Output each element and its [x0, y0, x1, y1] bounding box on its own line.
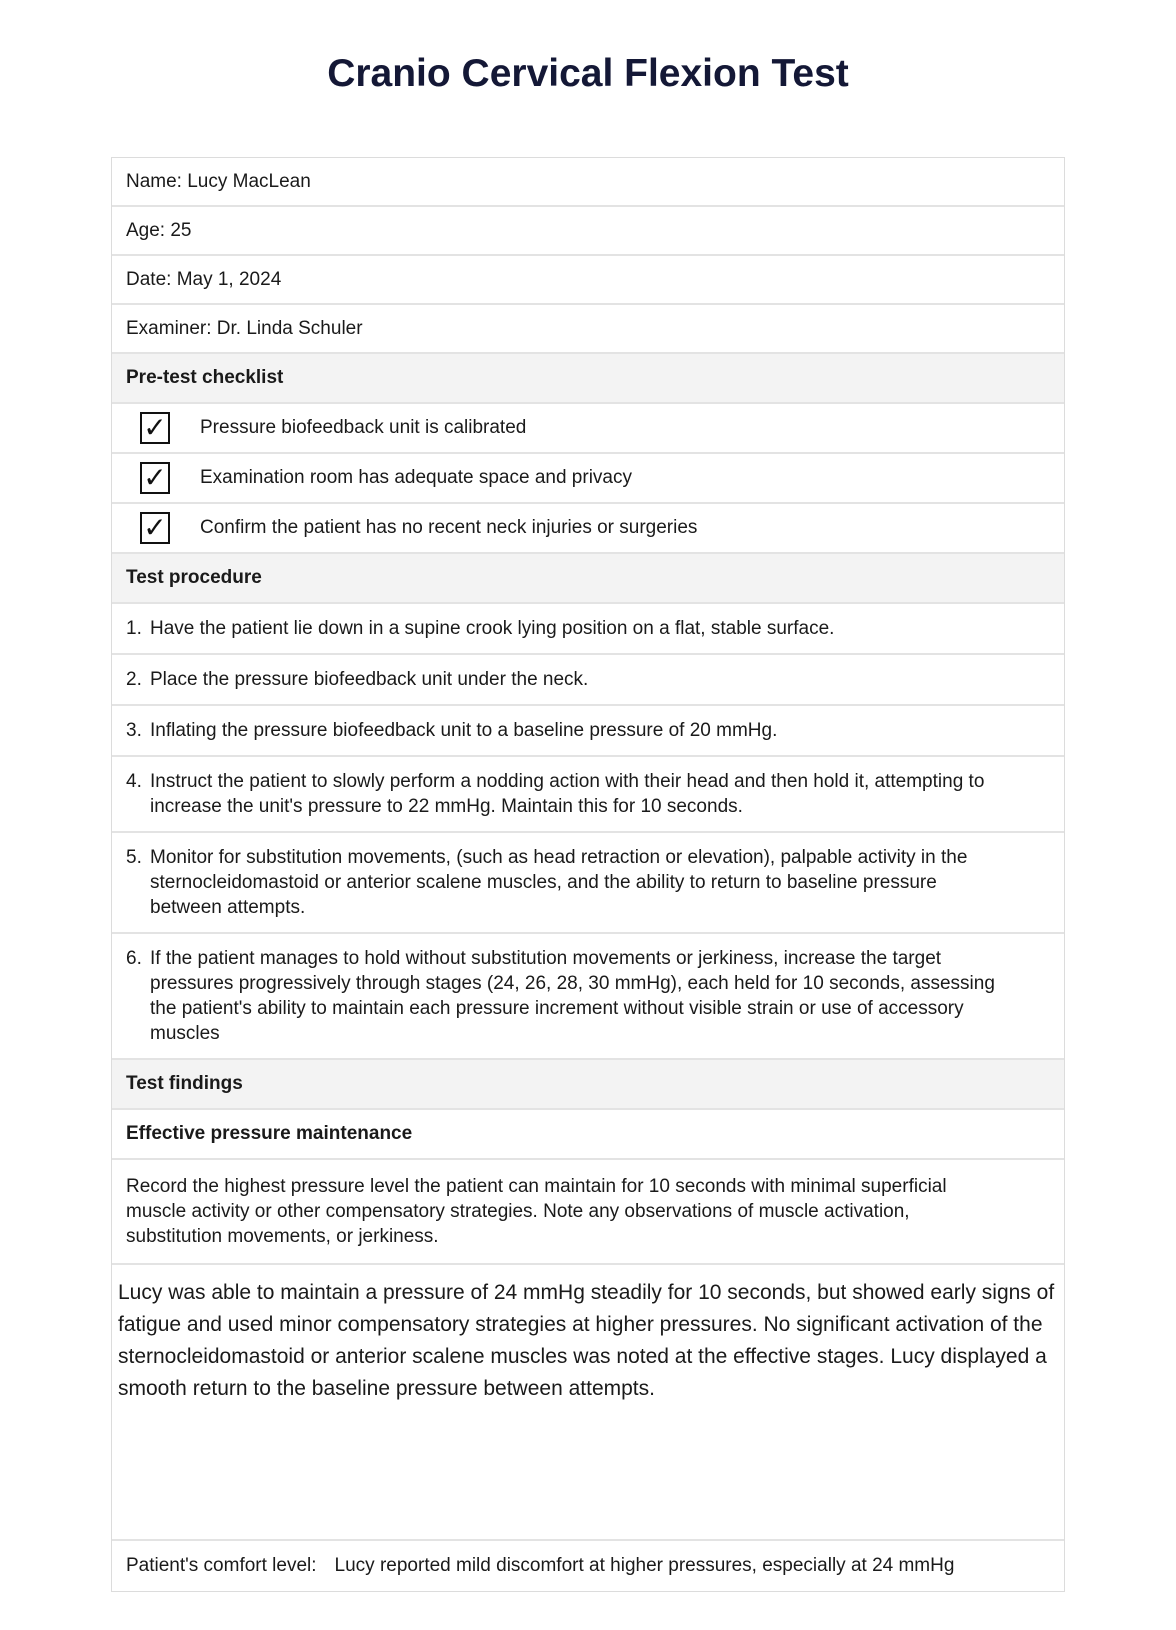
comfort-level-label: Patient's comfort level: — [126, 1555, 317, 1576]
effective-pressure-subheading: Effective pressure maintenance — [112, 1110, 1064, 1160]
step-number: 5. — [126, 847, 142, 868]
procedure-step — [112, 757, 1064, 833]
step-text: Inflating the pressure biofeedback unit to a baseline pressure of 20 mmHg. — [150, 720, 778, 741]
test-procedure-heading: Test procedure — [112, 554, 1064, 604]
checklist-item — [112, 504, 1064, 554]
checkbox-checked-icon[interactable]: ✓ — [140, 512, 170, 544]
step-number: 1. — [126, 618, 142, 639]
findings-notes-field[interactable]: Lucy was able to maintain a pressure of 24 mmHg steadily for 10 seconds, but showed early signs of fatigue and used minor compensatory strategies at higher pressures. No significant activation of the sternocleidomastoid or anterior scalene muscles was noted at the effective stages. Lucy displayed a smooth return to the baseline pressure between attempts. — [112, 1265, 1064, 1541]
step-text: Instruct the patient to slowly perform a nodding action with their head and then hold it, attempting to increase the unit's pressure to 22 mmHg. Maintain this for 10 seconds. — [150, 771, 985, 817]
checkbox-checked-icon[interactable]: ✓ — [140, 462, 170, 494]
assessment-form — [111, 157, 1065, 1592]
procedure-step — [112, 655, 1064, 706]
procedure-step — [112, 604, 1064, 655]
patient-age-field[interactable]: Age: 25 — [112, 207, 1064, 256]
checkbox-checked-icon[interactable]: ✓ — [140, 412, 170, 444]
step-text: Place the pressure biofeedback unit under the neck. — [150, 669, 589, 690]
step-text: Monitor for substitution movements, (such as head retraction or elevation), palpable activity in the sternocleidomastoid or anterior scalene muscles, and the ability to return to baseline pressure between attempts. — [150, 847, 968, 918]
procedure-step — [112, 706, 1064, 757]
test-findings-heading: Test findings — [112, 1060, 1064, 1110]
examiner-field[interactable]: Examiner: Dr. Linda Schuler — [112, 305, 1064, 354]
page-title: Cranio Cervical Flexion Test — [327, 52, 849, 95]
findings-instructions: Record the highest pressure level the patient can maintain for 10 seconds with minimal superficial muscle activity or other compensatory strategies. Note any observations of muscle activation, substitution movements, or jerkiness. — [112, 1160, 1064, 1265]
procedure-step — [112, 833, 1064, 934]
step-number: 4. — [126, 771, 142, 792]
patient-name-field[interactable]: Name: Lucy MacLean — [112, 158, 1064, 207]
step-number: 3. — [126, 720, 142, 741]
checklist-item — [112, 454, 1064, 504]
step-text: If the patient manages to hold without substitution movements or jerkiness, increase the target pressures progressively through stages (24, 26, 28, 30 mmHg), each held for 10 seconds, assessing the patient's ability to maintain each pressure increment without visible strain or use of accessory muscles — [150, 948, 995, 1044]
procedure-step — [112, 934, 1064, 1060]
checklist-item-label: Pressure biofeedback unit is calibrated — [200, 417, 527, 438]
test-date-field[interactable]: Date: May 1, 2024 — [112, 256, 1064, 305]
checklist-item-label: Examination room has adequate space and privacy — [200, 467, 632, 488]
comfort-level-row — [112, 1541, 1064, 1591]
step-text: Have the patient lie down in a supine crook lying position on a flat, stable surface. — [150, 618, 835, 639]
checklist-item-label: Confirm the patient has no recent neck injuries or surgeries — [200, 517, 698, 538]
checklist-item — [112, 404, 1064, 454]
comfort-level-value[interactable]: Lucy reported mild discomfort at higher pressures, especially at 24 mmHg — [334, 1555, 955, 1576]
step-number: 6. — [126, 948, 142, 969]
step-number: 2. — [126, 669, 142, 690]
pre-test-checklist-heading: Pre-test checklist — [112, 354, 1064, 404]
